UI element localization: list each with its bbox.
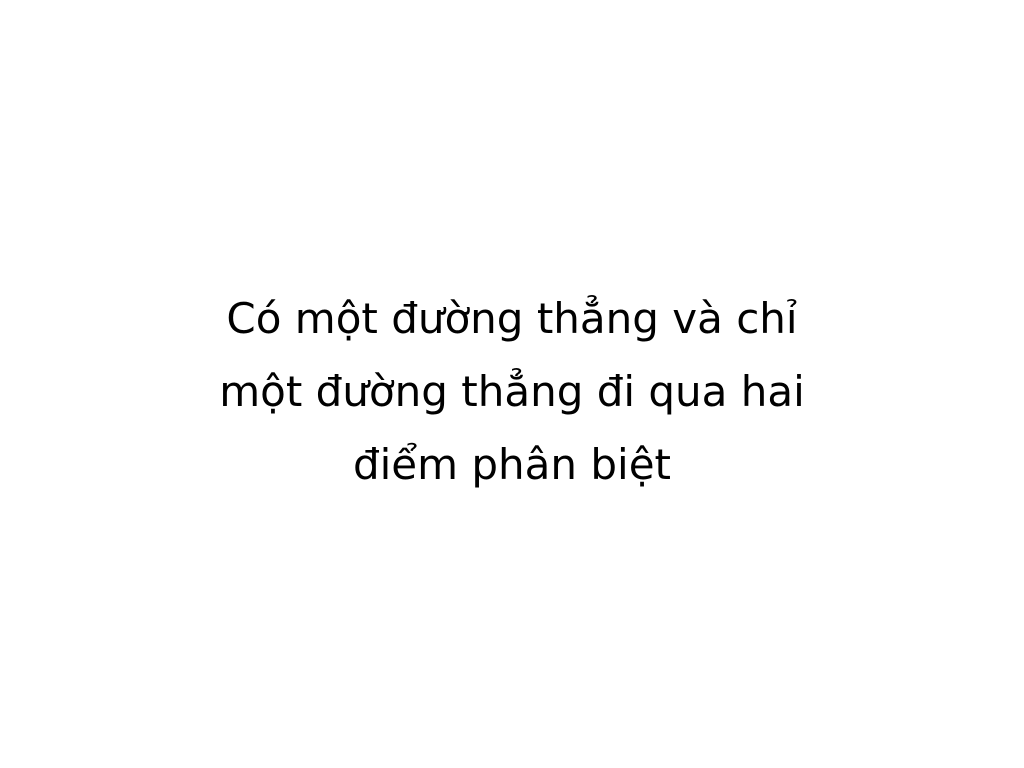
statement-line-2: một đường thẳng đi qua hai <box>219 367 805 416</box>
statement-text <box>112 282 912 501</box>
statement-line-1: Có một đường thẳng và chỉ <box>226 294 798 343</box>
statement-line-3: điểm phân biệt <box>352 440 672 489</box>
